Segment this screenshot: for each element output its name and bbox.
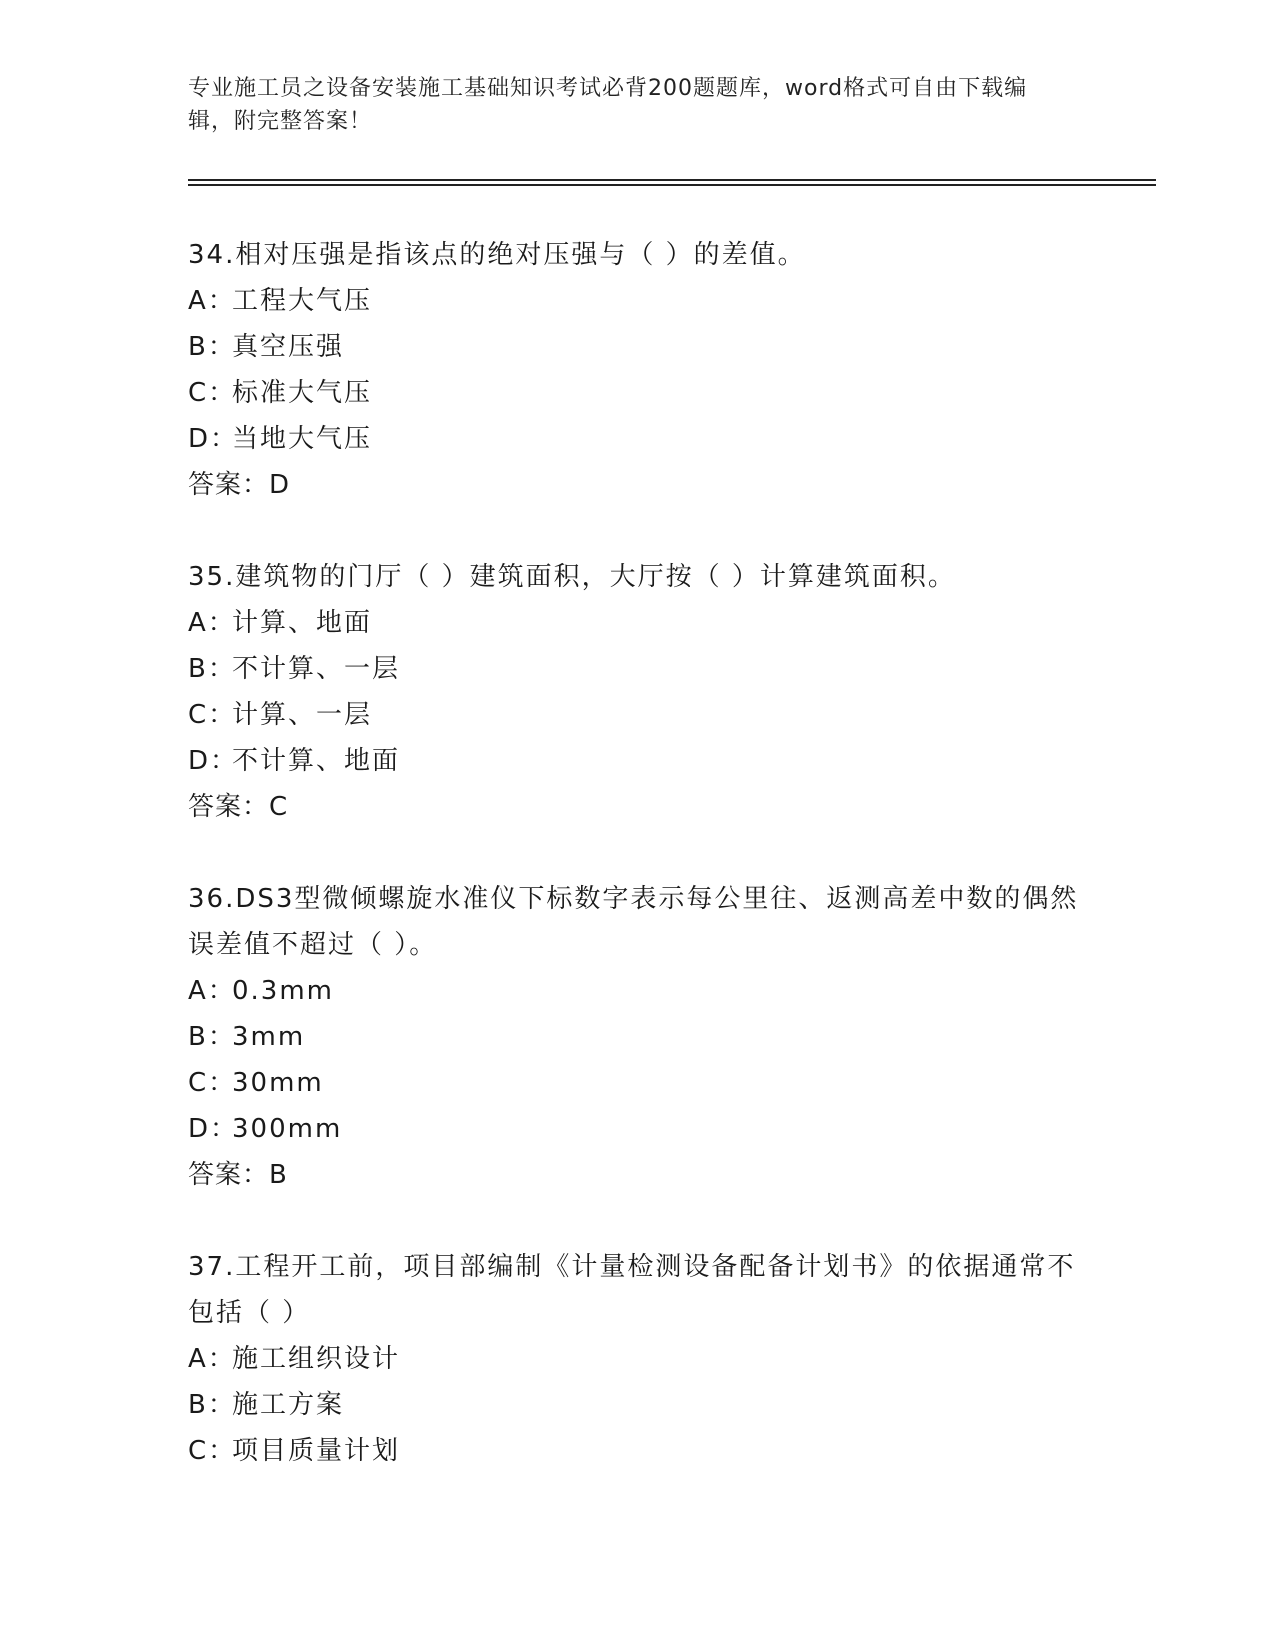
document-header: 专业施工员之设备安装施工基础知识考试必背200题题库，word格式可自由下载编辑，附完整答案！ bbox=[188, 76, 1028, 134]
answer-line: 答案：B bbox=[188, 1160, 288, 1190]
question-37 bbox=[188, 1244, 1088, 1474]
question-stem: 36.DS3型微倾螺旋水准仪下标数字表示每公里往、返测高差中数的偶然误差值不超过（ ）。 bbox=[188, 884, 1079, 960]
option-text: 计算、地面 bbox=[232, 608, 373, 638]
question-list bbox=[188, 232, 1088, 1520]
option-a bbox=[188, 968, 1088, 1014]
question-36 bbox=[188, 876, 1088, 1198]
question-stem: 35.建筑物的门厅（ ）建筑面积，大厅按（ ）计算建筑面积。 bbox=[188, 562, 956, 592]
option-text: 施工组织设计 bbox=[232, 1344, 401, 1374]
option-text: 30mm bbox=[232, 1068, 324, 1098]
option-d bbox=[188, 416, 1088, 462]
option-text: 3mm bbox=[232, 1022, 306, 1052]
option-key: D： bbox=[188, 1114, 239, 1144]
option-text: 不计算、一层 bbox=[232, 654, 401, 684]
option-c bbox=[188, 1060, 1088, 1106]
option-c bbox=[188, 1428, 1088, 1474]
option-text: 300mm bbox=[232, 1114, 343, 1144]
option-text: 施工方案 bbox=[232, 1390, 345, 1420]
question-35 bbox=[188, 554, 1088, 830]
question-stem: 37.工程开工前，项目部编制《计量检测设备配备计划书》的依据通常不包括（ ） bbox=[188, 1252, 1076, 1328]
option-key: B： bbox=[188, 1022, 236, 1052]
question-stem: 34.相对压强是指该点的绝对压强与（ ）的差值。 bbox=[188, 240, 806, 270]
question-34 bbox=[188, 232, 1088, 508]
option-key: A： bbox=[188, 608, 236, 638]
option-d bbox=[188, 738, 1088, 784]
option-a bbox=[188, 600, 1088, 646]
option-text: 当地大气压 bbox=[232, 424, 373, 454]
header-divider-top bbox=[188, 179, 1156, 181]
option-text: 不计算、地面 bbox=[232, 746, 401, 776]
option-text: 真空压强 bbox=[232, 332, 345, 362]
option-b bbox=[188, 1382, 1088, 1428]
option-key: A： bbox=[188, 1344, 236, 1374]
option-b bbox=[188, 324, 1088, 370]
option-key: D： bbox=[188, 424, 239, 454]
option-b bbox=[188, 1014, 1088, 1060]
option-text: 0.3mm bbox=[232, 976, 335, 1006]
header-divider-bottom bbox=[188, 184, 1156, 186]
option-key: B： bbox=[188, 654, 236, 684]
option-text: 项目质量计划 bbox=[232, 1436, 401, 1466]
answer-line: 答案：D bbox=[188, 470, 291, 500]
option-c bbox=[188, 370, 1088, 416]
option-key: C： bbox=[188, 1068, 237, 1098]
option-key: C： bbox=[188, 378, 237, 408]
option-a bbox=[188, 278, 1088, 324]
option-key: A： bbox=[188, 976, 236, 1006]
option-a bbox=[188, 1336, 1088, 1382]
option-key: C： bbox=[188, 1436, 237, 1466]
option-text: 标准大气压 bbox=[232, 378, 373, 408]
option-key: D： bbox=[188, 746, 239, 776]
option-text: 计算、一层 bbox=[232, 700, 373, 730]
option-key: C： bbox=[188, 700, 237, 730]
option-c bbox=[188, 692, 1088, 738]
answer-line: 答案：C bbox=[188, 792, 289, 822]
option-d bbox=[188, 1106, 1088, 1152]
option-key: A： bbox=[188, 286, 236, 316]
option-text: 工程大气压 bbox=[232, 286, 373, 316]
option-key: B： bbox=[188, 1390, 236, 1420]
option-b bbox=[188, 646, 1088, 692]
option-key: B： bbox=[188, 332, 236, 362]
